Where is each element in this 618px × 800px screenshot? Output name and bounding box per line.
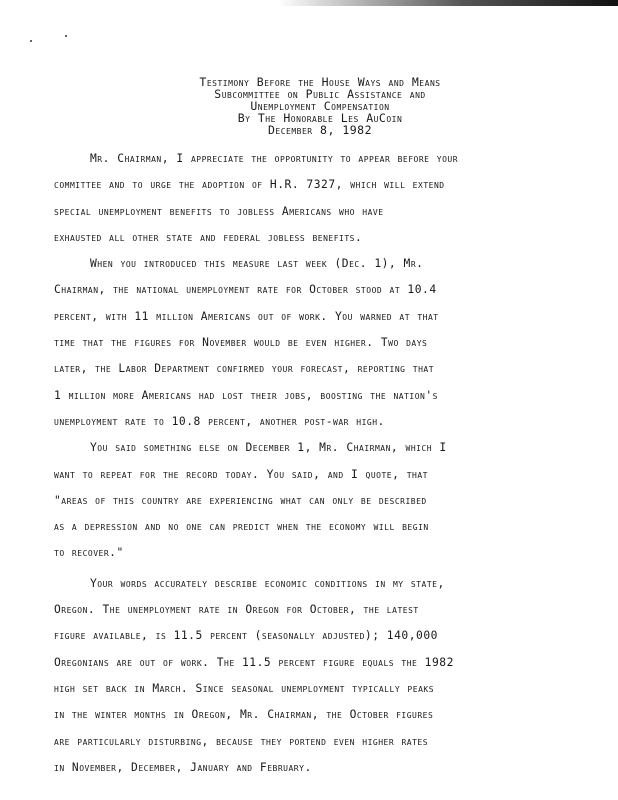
text-line: later, the Labor Department confirmed your forecast, reporting that: [54, 362, 435, 376]
text-line: special unemployment benefits to jobless Americans who have: [54, 204, 384, 218]
scan-speck: [30, 40, 32, 42]
text-line: "areas of this country are experiencing what can only be described: [54, 493, 427, 507]
scan-speck: [65, 35, 67, 37]
scan-edge-shadow: [0, 0, 618, 6]
text-line: high set back in March. Since seasonal unemployment typically peaks: [54, 681, 435, 695]
text-line: are particularly disturbing, because they portend even higher rates: [54, 734, 429, 748]
text-line: Chairman, the national unemployment rate for October stood at 10.4: [54, 283, 437, 297]
title-line: Subcommittee on Public Assistance and: [214, 87, 426, 101]
paragraph-3: [54, 435, 594, 566]
text-line: Oregonians are out of work. The 11.5 percent figure equals the 1982: [54, 655, 454, 669]
text-line: 1 million more Americans had lost their jobs, boosting the nation's: [54, 388, 438, 402]
title-line: Testimony Before the House Ways and Means: [199, 75, 441, 89]
paragraph-2: [54, 251, 594, 435]
text-line: unemployment rate to 10.8 percent, another post-war high.: [54, 414, 385, 428]
title-line: Unemployment Compensation: [250, 99, 390, 113]
text-line: Your words accurately describe economic conditions in my state,: [90, 576, 445, 590]
text-line: When you introduced this measure last week (Dec. 1), Mr.: [90, 257, 424, 271]
text-line: in November, December, January and February.: [54, 760, 312, 774]
text-line: exhausted all other state and federal jobless benefits.: [54, 230, 363, 244]
text-line: to recover.": [54, 546, 124, 560]
paragraph-4: [54, 571, 594, 781]
text-line: in the winter months in Oregon, Mr. Chairman, the October figures: [54, 708, 434, 722]
text-line: Oregon. The unemployment rate in Oregon for October, the latest: [54, 603, 419, 617]
text-line: time that the figures for November would be even higher. Two days: [54, 336, 428, 350]
text-line: committee and to urge the adoption of H.R. 7327, which will extend: [54, 178, 445, 192]
text-line: as a depression and no one can predict when the economy will begin: [54, 520, 429, 534]
text-line: figure available, is 11.5 percent (seasonally adjusted); 140,000: [54, 629, 438, 643]
text-line: Mr. Chairman, I appreciate the opportunity to appear before your: [90, 152, 459, 165]
title-line: December 8, 1982: [267, 123, 373, 137]
text-line: percent, with 11 million Americans out of work. You warned at that: [54, 309, 439, 323]
paragraph-1: [54, 146, 594, 251]
testimony-body: [54, 146, 594, 781]
title-line: By The Honorable Les AuCoin: [237, 111, 403, 125]
text-line: want to repeat for the record today. You said, and I quote, that: [54, 467, 428, 481]
text-line: You said something else on December 1, Mr. Chairman, which I: [90, 441, 447, 455]
document-title: [120, 76, 520, 136]
